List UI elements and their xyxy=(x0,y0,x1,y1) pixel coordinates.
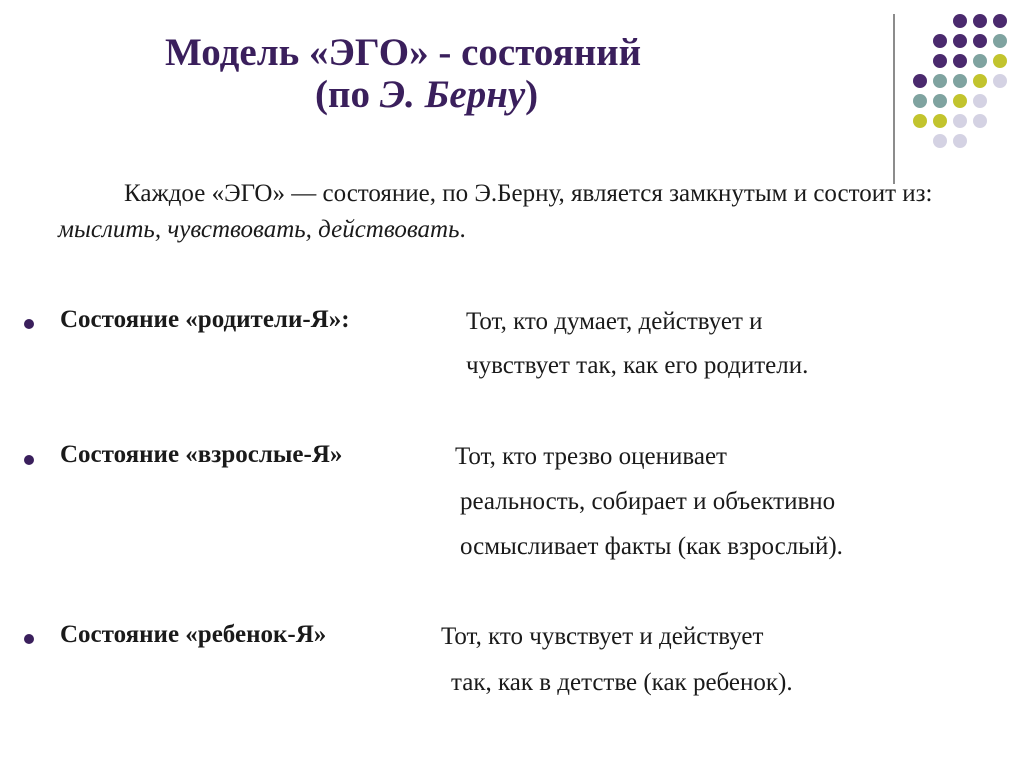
decorative-dot xyxy=(933,34,947,48)
decorative-dot xyxy=(973,54,987,68)
title-line-1: Модель «ЭГО» - состояний xyxy=(165,31,642,74)
state-child-desc-line-1: Тот, кто чувствует и действует xyxy=(441,623,764,650)
decorative-dot xyxy=(993,74,1007,88)
decorative-dot xyxy=(913,74,927,88)
bullet-icon xyxy=(24,455,34,465)
decorative-dot xyxy=(953,94,967,108)
state-adult-term: Состояние «взрослые-Я» xyxy=(60,441,343,468)
bullet-icon xyxy=(24,319,34,329)
decorative-dot xyxy=(953,114,967,128)
state-parent-desc-line-1: Тот, кто думает, действует и xyxy=(466,308,763,335)
state-parent-desc-line-2: чувствует так, как его родители. xyxy=(466,352,809,379)
decorative-dot xyxy=(973,74,987,88)
decorative-dot xyxy=(933,54,947,68)
decorative-dot xyxy=(913,94,927,108)
title-author: Э. Берну xyxy=(379,73,526,117)
decorative-divider xyxy=(893,14,895,184)
decorative-dot xyxy=(973,34,987,48)
intro-verbs: мыслить, чувствовать, действовать xyxy=(58,216,460,243)
state-adult-desc-line-1: Тот, кто трезво оценивает xyxy=(455,443,727,470)
decorative-dot xyxy=(973,114,987,128)
state-parent-term: Состояние «родители-Я»: xyxy=(60,306,350,333)
decorative-dot xyxy=(973,94,987,108)
decorative-dot xyxy=(953,74,967,88)
decorative-dot xyxy=(993,34,1007,48)
decorative-dot xyxy=(993,14,1007,28)
decorative-dot xyxy=(933,74,947,88)
state-child-desc-line-2: так, как в детстве (как ребенок). xyxy=(451,669,793,696)
state-child-term: Состояние «ребенок-Я» xyxy=(60,621,327,648)
decorative-dot xyxy=(933,134,947,148)
decorative-dot xyxy=(933,94,947,108)
decorative-dot xyxy=(973,14,987,28)
decorative-dot xyxy=(953,14,967,28)
decorative-dot xyxy=(953,34,967,48)
decorative-dot xyxy=(953,54,967,68)
bullet-icon xyxy=(24,634,34,644)
decorative-dot xyxy=(913,114,927,128)
title-line-2: (по Э. Берну) xyxy=(315,73,539,117)
intro-paragraph: Каждое «ЭГО» — состояние, по Э.Берну, является замкнутым и состоит из: мыслить, чувствовать, действовать. xyxy=(58,180,933,243)
slide-title xyxy=(165,32,641,116)
state-adult-desc-line-2: реальность, собирает и объективно xyxy=(460,488,836,515)
decorative-dot xyxy=(953,134,967,148)
decorative-dot xyxy=(993,54,1007,68)
state-adult-desc-line-3: осмысливает факты (как взрослый). xyxy=(460,533,843,560)
decorative-dot xyxy=(933,114,947,128)
